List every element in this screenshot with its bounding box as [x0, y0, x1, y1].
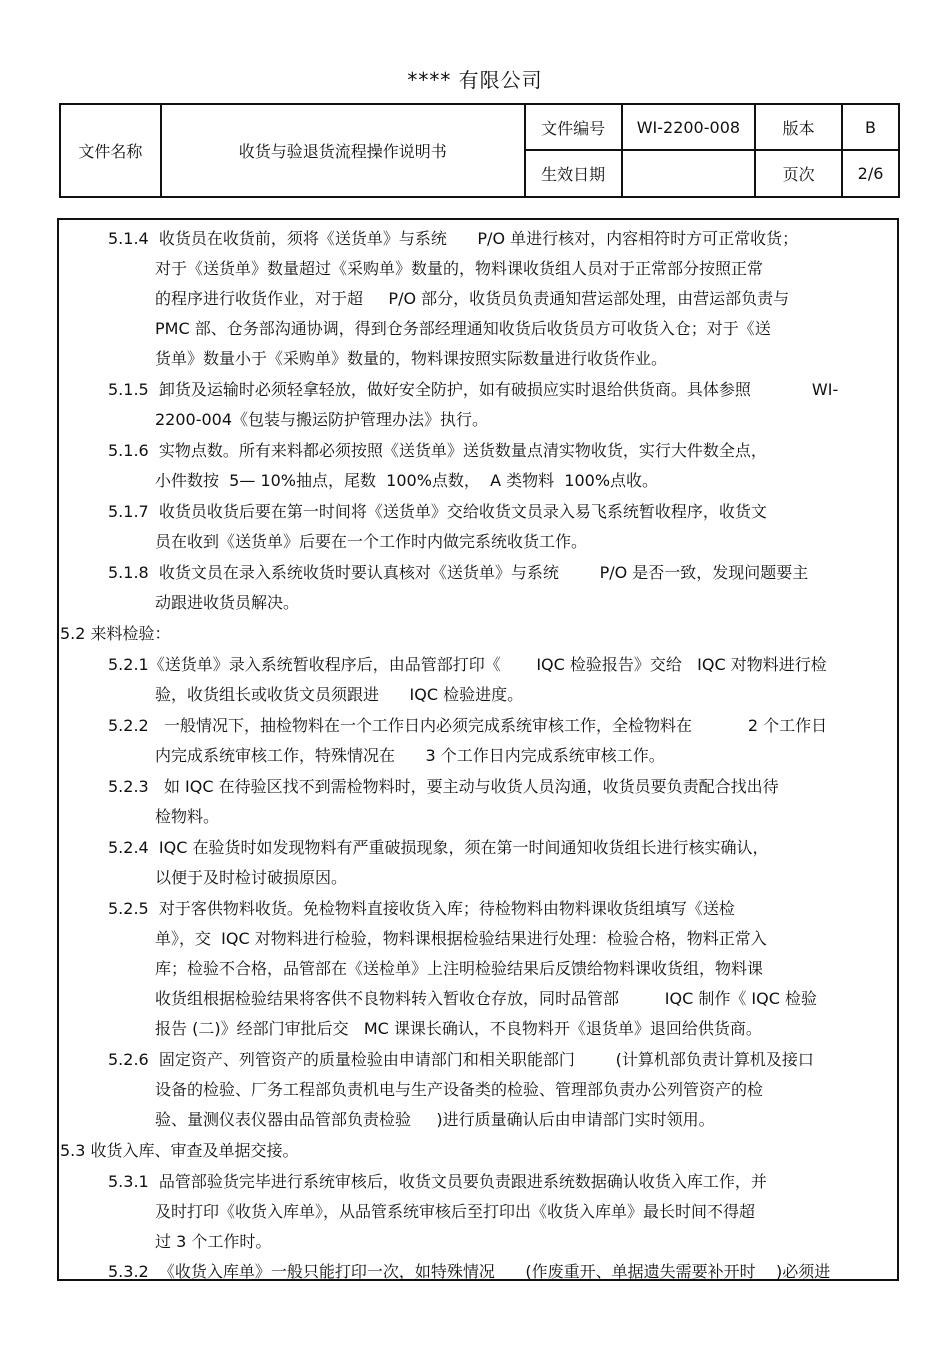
body-line: 5.2.4 IQC 在验货时如发现物料有严重破损现象，须在第一时间通知收货组长进行核实确认， [108, 838, 769, 857]
body-line: 5.1.6 实物点数。所有来料都必须按照《送货单》送货数量点清实物收货，实行大件数全点， [108, 441, 767, 460]
body-line: 5.1.4 收货员在收货前，须将《送货单》与系统 P/O 单进行核对，内容相符时方可正常收货； [108, 229, 799, 248]
body-line: 设备的检验、厂务工程部负责机电与生产设备类的检验、管理部负责办公列管资产的检 [155, 1080, 764, 1099]
body-line: 5.3.2 《收货入库单》一般只能打印一次，如特殊情况 (作废重开、单据遗失需要补开时 )必须进 [108, 1262, 831, 1281]
effective-date-value [622, 150, 756, 197]
body-line: 动跟进收货员解决。 [155, 593, 300, 612]
file-name-value: 收货与验退货流程操作说明书 [161, 104, 525, 197]
body-line: 对于《送货单》数量超过《采购单》数量的，物料课收货组人员对于正常部分按照正常 [155, 259, 764, 278]
page-label: 页次 [755, 150, 842, 197]
file-name-label: 文件名称 [60, 104, 161, 197]
body-line: 的程序进行收货作业，对于超 P/O 部分，收货员负责通知营运部处理，由营运部负责与 [155, 289, 790, 308]
body-line: 5.2.6 固定资产、列管资产的质量检验由申请部门和相关职能部门 (计算机部负责计算机及接口 [108, 1050, 814, 1069]
body-line: 检物料。 [155, 807, 220, 826]
body-line: 及时打印《收货入库单》，从品管系统审核后至打印出《收货入库单》最长时间不得超 [155, 1202, 756, 1221]
body-line: 5.1.5 卸货及运输时必须轻拿轻放，做好安全防护，如有破损应实时退给供货商。具体参照 WI- [108, 380, 839, 399]
body-line: 过 3 个工作时。 [155, 1232, 272, 1251]
document-header-table [59, 103, 900, 198]
body-line: 5.1.7 收货员收货后要在第一时间将《送货单》交给收货文员录入易飞系统暂收程序，收货文 [108, 502, 767, 521]
body-line: 5.2.1《送货单》录入系统暂收程序后，由品管部打印《 IQC 检验报告》交给 IQC 对物料进行检 [108, 655, 827, 674]
body-line: 库；检验不合格，品管部在《送检单》上注明检验结果后反馈给物料课收货组，物料课 [155, 959, 764, 978]
body-line: 2200-004《包装与搬运防护管理办法》执行。 [155, 410, 489, 429]
body-line: 报告 (二)》经部门审批后交 MC 课课长确认，不良物料开《退货单》退回给供货商。 [155, 1019, 762, 1038]
body-line: 货单》数量小于《采购单》数量的，物料课按照实际数量进行收货作业。 [155, 349, 668, 368]
body-line: 小件数按 5— 10%抽点，尾数 100%点数， A 类物料 100%点收。 [155, 471, 659, 490]
doc-no-value: WI-2200-008 [622, 104, 756, 150]
body-line: 5.2.2 一般情况下，抽检物料在一个工作日内必须完成系统审核工作，全检物料在 2 个工作日 [108, 716, 828, 735]
body-line: 5.2.3 如 IQC 在待验区找不到需检物料时，要主动与收货人员沟通，收货员要负责配合找出待 [108, 777, 779, 796]
page-value: 2/6 [842, 150, 899, 197]
body-line: 5.2.5 对于客供物料收货。免检物料直接收货入库；待检物料由物料课收货组填写《送检 [108, 899, 735, 918]
body-line: 验、量测仪表仪器由品管部负责检验 )进行质量确认后由申请部门实时领用。 [155, 1110, 715, 1129]
doc-no-label: 文件编号 [525, 104, 622, 150]
body-line: 单》，交 IQC 对物料进行检验，物料课根据检验结果进行处理：检验合格，物料正常入 [155, 929, 767, 948]
company-title: **** 有限公司 [407, 68, 543, 92]
body-line: 5.3.1 品管部验货完毕进行系统审核后，收货文员要负责跟进系统数据确认收货入库工作，并 [108, 1172, 767, 1191]
body-line: PMC 部、仓务部沟通协调，得到仓务部经理通知收货后收货员方可收货入仓；对于《送 [155, 319, 771, 338]
effective-date-label: 生效日期 [525, 150, 622, 197]
body-line: 以便于及时检讨破损原因。 [155, 868, 348, 887]
section-heading: 5.3 收货入库、审查及单据交接。 [60, 1141, 299, 1160]
body-line: 5.1.8 收货文员在录入系统收货时要认真核对《送货单》与系统 P/O 是否一致，发现问题要主 [108, 563, 809, 582]
section-heading: 5.2 来料检验： [60, 624, 171, 643]
body-line: 内完成系统审核工作，特殊情况在 3 个工作日内完成系统审核工作。 [155, 746, 665, 765]
version-label: 版本 [755, 104, 842, 150]
body-line: 收货组根据检验结果将客供不良物料转入暂收仓存放，同时品管部 IQC 制作《 IQC 检验 [155, 989, 818, 1008]
body-line: 验，收货组长或收货文员须跟进 IQC 检验进度。 [155, 685, 524, 704]
body-line: 员在收到《送货单》后要在一个工作时内做完系统收货工作。 [155, 532, 588, 551]
version-value: B [842, 104, 899, 150]
